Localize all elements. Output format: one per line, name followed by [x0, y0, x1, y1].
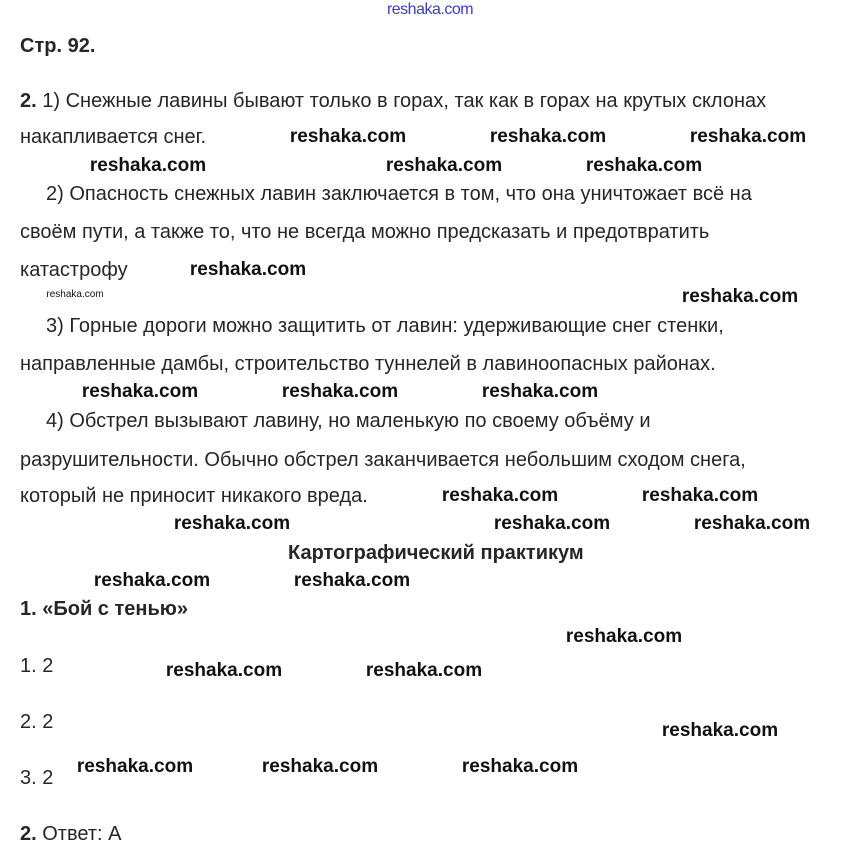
task2-p1-line2: накапливается снег.	[20, 126, 207, 148]
watermark: reshaka.com	[365, 660, 483, 681]
task2-p2-line2: своём пути, а также то, что не всегда можно предсказать и предотвратить	[20, 221, 710, 243]
watermark: reshaka.com	[293, 570, 411, 591]
task-number: 2.	[20, 823, 37, 845]
task2-p3-line2: направленные дамбы, строительство туннелей в лавиноопасных районах.	[20, 353, 716, 375]
task2-p1-line1	[20, 90, 766, 112]
answer-item: 1. 2	[20, 655, 54, 677]
watermark: reshaka.com	[565, 626, 683, 647]
header-watermark: reshaka.com	[386, 1, 474, 18]
watermark: reshaka.com	[165, 660, 283, 681]
watermark: reshaka.com	[681, 286, 799, 307]
watermark: reshaka.com	[641, 485, 759, 506]
watermark: reshaka.com	[76, 756, 194, 777]
answer-text: Ответ: А	[42, 823, 122, 845]
watermark: reshaka.com	[385, 155, 503, 176]
watermark: reshaka.com	[189, 259, 307, 280]
task2-p2-line1: 2) Опасность снежных лавин заключается в том, что она уничтожает всё на	[46, 183, 752, 205]
section-title: Картографический практикум	[288, 542, 584, 564]
task2-p2-line3: катастрофу	[20, 259, 128, 281]
watermark: reshaka.com	[441, 485, 559, 506]
paragraph-text: 1) Снежные лавины бывают только в горах, так как в горах на крутых склонах	[42, 90, 767, 112]
page-label: Стр. 92.	[20, 35, 96, 57]
task2-p3-line1: 3) Горные дороги можно защитить от лавин: удерживающие снег стенки,	[46, 315, 724, 337]
task2-p4-line1: 4) Обстрел вызывают лавину, но маленькую по своему объёму и	[46, 410, 651, 432]
watermark: reshaka.com	[489, 126, 607, 147]
watermark: reshaka.com	[89, 155, 207, 176]
task2-p4-line3: который не приносит никакого вреда.	[20, 485, 368, 507]
watermark: reshaka.com	[461, 756, 579, 777]
task2-p4-line2: разрушительности. Обычно обстрел заканчивается небольшим сходом снега,	[20, 449, 746, 471]
watermark: reshaka.com	[289, 126, 407, 147]
watermark: reshaka.com	[481, 381, 599, 402]
answer-item: 2. 2	[20, 711, 54, 733]
watermark: reshaka.com	[281, 381, 399, 402]
watermark: reshaka.com	[689, 126, 807, 147]
answer-item: 3. 2	[20, 767, 54, 789]
task-number: 2.	[20, 90, 37, 112]
watermark: reshaka.com	[493, 513, 611, 534]
watermark: reshaka.com	[661, 720, 779, 741]
watermark: reshaka.com	[81, 381, 199, 402]
watermark: reshaka.com	[93, 570, 211, 591]
watermark: reshaka.com	[693, 513, 811, 534]
watermark: reshaka.com	[261, 756, 379, 777]
practicum-task2-answer	[20, 823, 121, 845]
watermark: reshaka.com	[46, 289, 104, 300]
watermark: reshaka.com	[585, 155, 703, 176]
watermark: reshaka.com	[173, 513, 291, 534]
practicum-task1-title: 1. «Бой с тенью»	[20, 598, 188, 620]
